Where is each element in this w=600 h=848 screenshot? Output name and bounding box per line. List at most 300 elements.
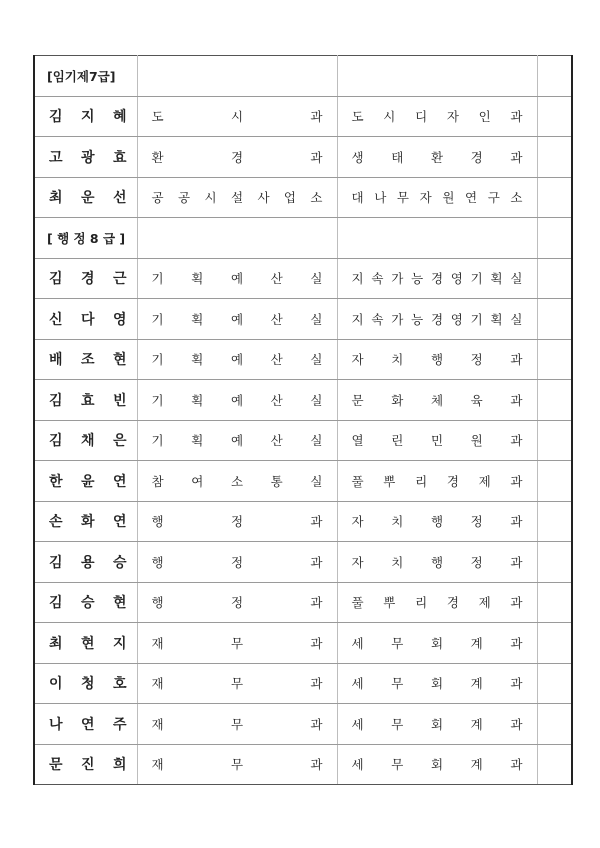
glyph: 배: [49, 352, 63, 369]
to-dept-text: [338, 593, 537, 611]
name-cell: [34, 501, 137, 542]
to-dept-text: [338, 188, 537, 206]
glyph: 과: [510, 757, 523, 773]
from-dept-cell: [137, 744, 337, 785]
glyph: 업: [283, 190, 296, 206]
table-row: [34, 744, 572, 785]
glyph: 계: [470, 716, 483, 732]
glyph: 행: [151, 554, 164, 570]
to-dept-text: [338, 148, 537, 166]
to-dept-cell: [337, 420, 537, 461]
from-dept-cell: [137, 258, 337, 299]
glyph: 혜: [112, 109, 127, 126]
glyph: 김: [49, 392, 63, 409]
glyph: 능: [411, 311, 424, 327]
glyph: 정: [230, 595, 244, 611]
glyph: 과: [310, 757, 323, 773]
from-dept-text: [138, 269, 337, 287]
glyph: 경: [80, 271, 95, 288]
glyph: 무: [230, 635, 244, 651]
glyph: 세: [351, 716, 364, 732]
glyph: 예: [230, 392, 244, 408]
person-name-text: [35, 511, 137, 531]
from-dept-cell: [137, 177, 337, 218]
glyph: 행: [430, 352, 444, 368]
glyph: 린: [391, 433, 404, 449]
glyph: 뿌: [383, 473, 396, 489]
to-cell: [337, 56, 537, 97]
glyph: 과: [510, 473, 523, 489]
name-cell: [34, 704, 137, 745]
glyph: 뿌: [383, 595, 396, 611]
glyph: 이: [49, 676, 63, 693]
glyph: 소: [230, 473, 244, 489]
glyph: 영: [450, 311, 463, 327]
from-dept-text: [138, 674, 337, 692]
glyph: 획: [191, 392, 204, 408]
glyph: 계: [470, 635, 483, 651]
table-body: [34, 56, 572, 785]
glyph: 재: [151, 635, 164, 651]
glyph: 과: [510, 554, 523, 570]
from-dept-cell: [137, 299, 337, 340]
glyph: 나: [374, 190, 387, 206]
glyph: 과: [310, 595, 323, 611]
table-row: [34, 299, 572, 340]
from-dept-text: [138, 350, 337, 368]
person-name-text: [35, 592, 137, 612]
glyph: 실: [310, 311, 323, 327]
name-cell: [34, 744, 137, 785]
glyph: 통: [270, 473, 283, 489]
from-dept-text: [138, 391, 337, 409]
table-row: [34, 137, 572, 178]
glyph: 원: [442, 190, 455, 206]
glyph: 예: [230, 433, 244, 449]
glyph: 경: [430, 311, 444, 327]
glyph: 근: [112, 271, 127, 288]
from-dept-text: [138, 472, 337, 490]
glyph: 도: [151, 109, 164, 125]
glyph: 행: [151, 514, 164, 530]
name-cell: [34, 299, 137, 340]
glyph: 효: [112, 149, 127, 166]
glyph: 자: [419, 190, 432, 206]
glyph: 용: [80, 554, 95, 571]
glyph: 신: [49, 311, 63, 328]
to-dept-cell: [337, 137, 537, 178]
glyph: 치: [391, 514, 404, 530]
glyph: 행: [151, 595, 164, 611]
table-row: [34, 96, 572, 137]
blank-cell: [537, 258, 572, 299]
glyph: 운: [80, 190, 95, 207]
to-dept-text: [338, 674, 537, 692]
from-dept-text: [138, 715, 337, 733]
name-cell: [34, 137, 137, 178]
to-dept-cell: [337, 704, 537, 745]
blank-cell: [537, 744, 572, 785]
from-dept-text: [138, 593, 337, 611]
to-dept-text: [338, 431, 537, 449]
glyph: 실: [310, 433, 323, 449]
to-dept-cell: [337, 623, 537, 664]
glyph: 선: [112, 190, 127, 207]
glyph: 산: [270, 352, 283, 368]
to-dept-cell: [337, 96, 537, 137]
glyph: 손: [49, 514, 63, 531]
glyph: 산: [270, 271, 283, 287]
glyph: 과: [310, 109, 323, 125]
glyph: 리: [415, 473, 428, 489]
grade-label: [ 행 정 8 급 ]: [34, 218, 137, 259]
from-dept-text: [138, 148, 337, 166]
table-row: [34, 542, 572, 583]
from-dept-text: [138, 310, 337, 328]
glyph: 재: [151, 716, 164, 732]
glyph: 회: [430, 676, 444, 692]
table-row: [34, 461, 572, 502]
glyph: 가: [391, 271, 404, 287]
glyph: 가: [391, 311, 404, 327]
to-dept-text: [338, 391, 537, 409]
glyph: 민: [430, 433, 444, 449]
name-cell: [34, 339, 137, 380]
glyph: 광: [80, 149, 95, 166]
from-dept-cell: [137, 542, 337, 583]
name-cell: [34, 258, 137, 299]
name-cell: [34, 663, 137, 704]
glyph: 과: [310, 635, 323, 651]
glyph: 김: [49, 271, 63, 288]
table-row: [34, 582, 572, 623]
to-dept-cell: [337, 177, 537, 218]
glyph: 연: [112, 514, 127, 531]
to-dept-text: [338, 350, 537, 368]
glyph: 김: [49, 554, 63, 571]
glyph: 기: [151, 352, 164, 368]
to-dept-text: [338, 512, 537, 530]
person-name-text: [35, 147, 137, 167]
glyph: 실: [510, 271, 523, 287]
glyph: 기: [470, 271, 483, 287]
glyph: 과: [510, 635, 523, 651]
glyph: 과: [510, 514, 523, 530]
from-dept-cell: [137, 96, 337, 137]
to-dept-cell: [337, 380, 537, 421]
from-dept-text: [138, 755, 337, 773]
glyph: 지: [80, 109, 95, 126]
glyph: 계: [470, 757, 483, 773]
person-name-text: [35, 349, 137, 369]
table-row: [34, 177, 572, 218]
glyph: 연: [80, 716, 95, 733]
glyph: 연: [112, 473, 127, 490]
glyph: 획: [490, 271, 503, 287]
glyph: 경: [446, 473, 459, 489]
glyph: 구: [487, 190, 500, 206]
glyph: 최: [49, 635, 63, 652]
glyph: 현: [112, 352, 127, 369]
table-row: [34, 663, 572, 704]
from-dept-cell: [137, 339, 337, 380]
glyph: 실: [310, 352, 323, 368]
glyph: 정: [230, 554, 244, 570]
from-dept-cell: [137, 501, 337, 542]
glyph: 환: [430, 149, 444, 165]
glyph: 과: [310, 716, 323, 732]
to-dept-text: [338, 634, 537, 652]
to-dept-cell: [337, 663, 537, 704]
glyph: 체: [430, 392, 444, 408]
table-row: [34, 380, 572, 421]
from-dept-cell: [137, 380, 337, 421]
to-dept-cell: [337, 582, 537, 623]
glyph: 획: [191, 352, 204, 368]
name-cell: [34, 177, 137, 218]
glyph: 주: [112, 716, 127, 733]
from-dept-text: [138, 634, 337, 652]
glyph: 태: [391, 149, 404, 165]
glyph: 풀: [351, 595, 364, 611]
blank-cell: [537, 339, 572, 380]
glyph: 빈: [112, 392, 127, 409]
person-name-text: [35, 552, 137, 572]
to-dept-text: [338, 553, 537, 571]
glyph: 김: [49, 433, 63, 450]
to-dept-cell: [337, 744, 537, 785]
glyph: 고: [49, 149, 63, 166]
glyph: 정: [470, 352, 483, 368]
person-name-text: [35, 106, 137, 126]
to-dept-cell: [337, 501, 537, 542]
name-cell: [34, 461, 137, 502]
to-dept-cell: [337, 339, 537, 380]
glyph: 과: [510, 676, 523, 692]
glyph: 획: [191, 311, 204, 327]
name-cell: [34, 420, 137, 461]
glyph: 기: [151, 271, 164, 287]
blank-cell: [537, 542, 572, 583]
glyph: 윤: [80, 473, 95, 490]
glyph: 희: [112, 757, 127, 774]
name-cell: [34, 380, 137, 421]
glyph: 획: [191, 433, 204, 449]
table-row: [34, 420, 572, 461]
glyph: 승: [80, 595, 95, 612]
blank-cell: [537, 461, 572, 502]
glyph: 세: [351, 757, 364, 773]
blank-cell: [537, 218, 572, 259]
glyph: 자: [446, 109, 459, 125]
glyph: 무: [230, 716, 244, 732]
glyph: 사: [257, 190, 270, 206]
person-name-text: [35, 714, 137, 734]
glyph: 무: [391, 676, 404, 692]
to-dept-text: [338, 310, 537, 328]
glyph: 실: [310, 392, 323, 408]
glyph: 과: [510, 149, 523, 165]
glyph: 디: [415, 109, 428, 125]
glyph: 제: [478, 595, 491, 611]
person-name-text: [35, 187, 137, 207]
person-name-text: [35, 430, 137, 450]
glyph: 자: [351, 352, 364, 368]
glyph: 실: [310, 271, 323, 287]
glyph: 화: [80, 514, 95, 531]
glyph: 과: [510, 716, 523, 732]
glyph: 도: [351, 109, 364, 125]
personnel-transfer-table: [33, 55, 573, 785]
glyph: 산: [270, 433, 283, 449]
glyph: 과: [510, 595, 523, 611]
person-name-text: [35, 268, 137, 288]
to-dept-text: [338, 269, 537, 287]
glyph: 채: [80, 433, 95, 450]
glyph: 원: [470, 433, 483, 449]
to-dept-text: [338, 715, 537, 733]
glyph: 김: [49, 109, 63, 126]
from-dept-text: [138, 188, 337, 206]
glyph: 자: [351, 514, 364, 530]
glyph: 경: [470, 149, 483, 165]
glyph: 풀: [351, 473, 364, 489]
person-name-text: [35, 633, 137, 653]
glyph: 무: [396, 190, 409, 206]
glyph: 시: [204, 190, 217, 206]
glyph: 여: [191, 473, 204, 489]
grade-label: [임기제7급]: [34, 56, 137, 97]
grade-header-row: [34, 218, 572, 259]
to-dept-cell: [337, 461, 537, 502]
glyph: 산: [270, 311, 283, 327]
glyph: 효: [80, 392, 95, 409]
glyph: 기: [151, 433, 164, 449]
glyph: 예: [230, 271, 244, 287]
to-dept-text: [338, 107, 537, 125]
transfer-table-sheet: [33, 55, 571, 785]
glyph: 소: [510, 190, 523, 206]
glyph: 공: [151, 190, 164, 206]
glyph: 과: [310, 514, 323, 530]
glyph: 진: [80, 757, 95, 774]
glyph: 과: [310, 676, 323, 692]
glyph: 육: [470, 392, 483, 408]
glyph: 호: [112, 676, 127, 693]
table-row: [34, 501, 572, 542]
glyph: 치: [391, 352, 404, 368]
glyph: 소: [310, 190, 323, 206]
glyph: 무: [230, 676, 244, 692]
glyph: 조: [80, 352, 95, 369]
glyph: 청: [80, 676, 95, 693]
to-dept-cell: [337, 542, 537, 583]
glyph: 제: [478, 473, 491, 489]
blank-cell: [537, 96, 572, 137]
glyph: 행: [430, 514, 444, 530]
table-row: [34, 623, 572, 664]
blank-cell: [537, 177, 572, 218]
from-dept-cell: [137, 582, 337, 623]
glyph: 경: [230, 149, 244, 165]
glyph: 산: [270, 392, 283, 408]
glyph: 정: [230, 514, 244, 530]
from-dept-cell: [137, 420, 337, 461]
glyph: 무: [391, 757, 404, 773]
blank-cell: [537, 582, 572, 623]
from-dept-cell: [137, 461, 337, 502]
glyph: 행: [430, 554, 444, 570]
glyph: 시: [383, 109, 396, 125]
glyph: 과: [510, 109, 523, 125]
glyph: 승: [112, 554, 127, 571]
to-dept-cell: [337, 299, 537, 340]
from-dept-text: [138, 431, 337, 449]
glyph: 경: [430, 271, 444, 287]
glyph: 기: [470, 311, 483, 327]
glyph: 무: [391, 716, 404, 732]
glyph: 리: [415, 595, 428, 611]
from-dept-text: [138, 512, 337, 530]
glyph: 획: [490, 311, 503, 327]
glyph: 대: [351, 190, 364, 206]
from-dept-text: [138, 107, 337, 125]
glyph: 재: [151, 676, 164, 692]
person-name-text: [35, 390, 137, 410]
from-dept-cell: [137, 137, 337, 178]
glyph: 과: [310, 554, 323, 570]
from-dept-text: [138, 553, 337, 571]
from-cell: [137, 218, 337, 259]
glyph: 은: [112, 433, 127, 450]
blank-cell: [537, 663, 572, 704]
glyph: 문: [49, 757, 63, 774]
table-row: [34, 704, 572, 745]
glyph: 무: [391, 635, 404, 651]
glyph: 한: [49, 473, 63, 490]
person-name-text: [35, 309, 137, 329]
blank-cell: [537, 299, 572, 340]
from-cell: [137, 56, 337, 97]
glyph: 무: [230, 757, 244, 773]
glyph: 생: [351, 149, 364, 165]
to-dept-text: [338, 755, 537, 773]
glyph: 실: [510, 311, 523, 327]
glyph: 현: [112, 595, 127, 612]
glyph: 영: [450, 271, 463, 287]
glyph: 정: [470, 554, 483, 570]
glyph: 과: [510, 392, 523, 408]
grade-header-row: [34, 56, 572, 97]
blank-cell: [537, 501, 572, 542]
glyph: 자: [351, 554, 364, 570]
glyph: 세: [351, 635, 364, 651]
glyph: 열: [351, 433, 364, 449]
to-dept-cell: [337, 258, 537, 299]
glyph: 세: [351, 676, 364, 692]
glyph: 최: [49, 190, 63, 207]
from-dept-cell: [137, 623, 337, 664]
glyph: 환: [151, 149, 164, 165]
glyph: 정: [470, 514, 483, 530]
blank-cell: [537, 56, 572, 97]
glyph: 화: [391, 392, 404, 408]
glyph: 시: [230, 109, 244, 125]
glyph: 문: [351, 392, 364, 408]
blank-cell: [537, 137, 572, 178]
glyph: 실: [310, 473, 323, 489]
glyph: 속: [371, 311, 384, 327]
